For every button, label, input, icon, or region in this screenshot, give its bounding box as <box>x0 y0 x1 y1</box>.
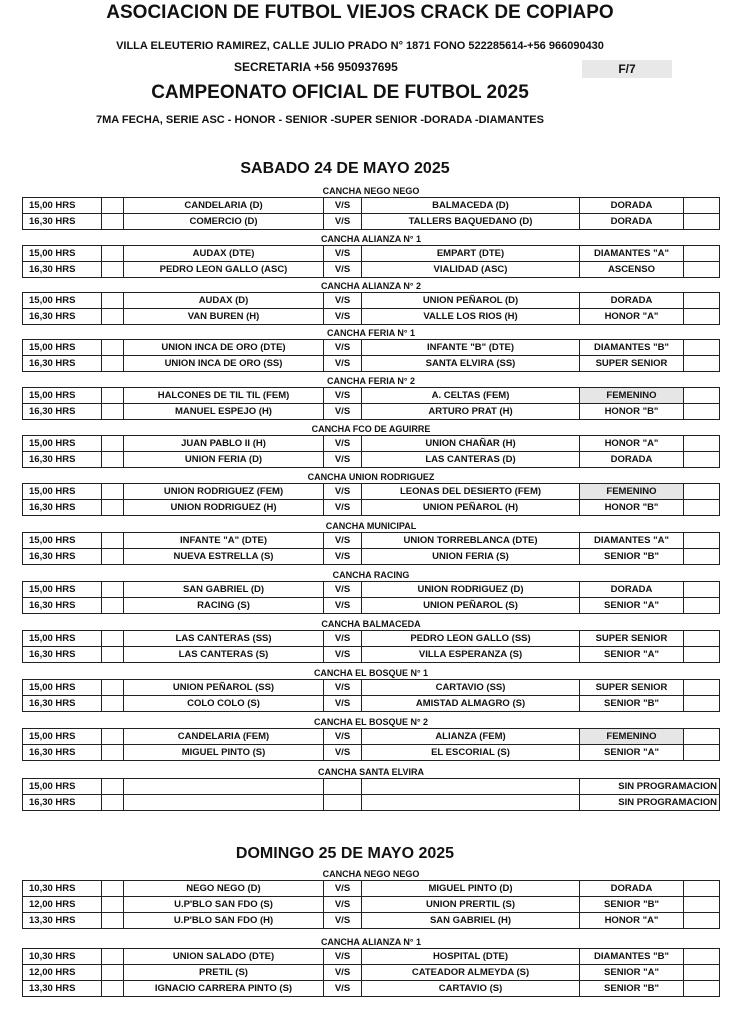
match-time: 15,00 HRS <box>29 342 76 353</box>
category: DORADA <box>579 293 683 308</box>
away-team: A. CELTAS (FEM) <box>361 388 579 403</box>
home-team: RACING (S) <box>123 598 323 613</box>
away-team: UNION PRERTIL (S) <box>361 897 579 912</box>
match-row <box>22 728 720 745</box>
blank-cell <box>683 647 721 662</box>
vs-label: V/S <box>323 965 361 980</box>
match-row <box>22 214 720 230</box>
venue-name: CANCHA ALIANZA N° 1 <box>320 937 422 947</box>
home-team: IGNACIO CARRERA PINTO (S) <box>123 981 323 996</box>
away-team: CARTAVIO (SS) <box>361 680 579 695</box>
vs-label: V/S <box>323 293 361 308</box>
day-title-sunday: DOMINGO 25 DE MAYO 2025 <box>235 845 455 862</box>
category: SUPER SENIOR <box>579 356 683 371</box>
home-team: SAN GABRIEL (D) <box>123 582 323 597</box>
category: SENIOR "B" <box>579 696 683 711</box>
match-row <box>22 948 720 965</box>
match-time: 15,00 HRS <box>29 295 76 306</box>
vs-label: V/S <box>323 647 361 662</box>
away-team: TALLERS BAQUEDANO (D) <box>361 214 579 229</box>
home-team: MANUEL ESPEJO (H) <box>123 404 323 419</box>
match-time: 15,00 HRS <box>29 390 76 401</box>
category: SIN PROGRAMACION <box>579 779 721 794</box>
match-time: 12,00 HRS <box>29 967 76 978</box>
match-row <box>22 647 720 663</box>
match-row <box>22 598 720 614</box>
away-team <box>361 779 579 794</box>
away-team: ALIANZA (FEM) <box>361 729 579 744</box>
away-team: PEDRO LEON GALLO (SS) <box>361 631 579 646</box>
blank-cell <box>101 729 123 744</box>
match-time: 16,30 HRS <box>29 311 76 322</box>
home-team: VAN BUREN (H) <box>123 309 323 324</box>
venue-name: CANCHA ALIANZA N° 1 <box>320 234 422 244</box>
page-number: F/7 <box>582 60 672 78</box>
match-row <box>22 696 720 712</box>
away-team: AMISTAD ALMAGRO (S) <box>361 696 579 711</box>
venue-block <box>22 569 720 614</box>
home-team: AUDAX (DTE) <box>123 246 323 261</box>
category: SENIOR "B" <box>579 897 683 912</box>
vs-label: V/S <box>323 582 361 597</box>
match-time: 15,00 HRS <box>29 731 76 742</box>
blank-cell <box>101 647 123 662</box>
match-time: 15,00 HRS <box>29 633 76 644</box>
blank-cell <box>683 881 721 896</box>
category: SUPER SENIOR <box>579 631 683 646</box>
match-row <box>22 778 720 795</box>
blank-cell <box>101 745 123 760</box>
blank-cell <box>683 949 721 964</box>
blank-cell <box>101 533 123 548</box>
venue-block <box>22 936 720 997</box>
venue-block <box>22 471 720 516</box>
blank-cell <box>683 214 721 229</box>
vs-label: V/S <box>323 452 361 467</box>
blank-cell <box>683 582 721 597</box>
home-team: NEGO NEGO (D) <box>123 881 323 896</box>
match-row <box>22 581 720 598</box>
home-team: UNION INCA DE ORO (SS) <box>123 356 323 371</box>
blank-cell <box>101 680 123 695</box>
home-team: COMERCIO (D) <box>123 214 323 229</box>
home-team: NUEVA ESTRELLA (S) <box>123 549 323 564</box>
home-team: HALCONES DE TIL TIL (FEM) <box>123 388 323 403</box>
venue-name: CANCHA MUNICIPAL <box>325 521 417 531</box>
away-team: CATEADOR ALMEYDA (S) <box>361 965 579 980</box>
vs-label: V/S <box>323 436 361 451</box>
away-team: UNION CHAÑAR (H) <box>361 436 579 451</box>
category: FEMENINO <box>579 729 683 744</box>
match-row <box>22 339 720 356</box>
category: SENIOR "A" <box>579 745 683 760</box>
category: DIAMANTES "A" <box>579 533 683 548</box>
home-team: UNION RODRIGUEZ (H) <box>123 500 323 515</box>
venue-block <box>22 766 720 811</box>
venue-name: CANCHA UNION RODRIGUEZ <box>307 472 435 482</box>
blank-cell <box>683 533 721 548</box>
category: HONOR "A" <box>579 436 683 451</box>
venue-name: CANCHA RACING <box>332 570 410 580</box>
match-time: 16,30 HRS <box>29 216 76 227</box>
away-team: VALLE LOS RIOS (H) <box>361 309 579 324</box>
match-time: 16,30 HRS <box>29 649 76 660</box>
blank-cell <box>101 549 123 564</box>
venue-name: CANCHA FERIA N° 2 <box>327 376 415 386</box>
match-row <box>22 630 720 647</box>
blank-cell <box>101 198 123 213</box>
match-time: 12,00 HRS <box>29 899 76 910</box>
category: DORADA <box>579 881 683 896</box>
match-time: 16,30 HRS <box>29 600 76 611</box>
blank-cell <box>101 913 123 928</box>
away-team: CARTAVIO (S) <box>361 981 579 996</box>
match-row <box>22 679 720 696</box>
vs-label: V/S <box>323 309 361 324</box>
blank-cell <box>101 631 123 646</box>
match-time: 15,00 HRS <box>29 438 76 449</box>
match-row <box>22 500 720 516</box>
blank-cell <box>101 293 123 308</box>
match-row <box>22 483 720 500</box>
vs-label: V/S <box>323 533 361 548</box>
association-title: ASOCIACION DE FUTBOL VIEJOS CRACK DE COPIAPO <box>106 2 614 23</box>
blank-cell <box>683 981 721 996</box>
vs-label: V/S <box>323 388 361 403</box>
blank-cell <box>101 696 123 711</box>
home-team: UNION FERIA (D) <box>123 452 323 467</box>
match-time: 16,30 HRS <box>29 264 76 275</box>
vs-label: V/S <box>323 549 361 564</box>
home-team: U.P'BLO SAN FDO (S) <box>123 897 323 912</box>
match-row <box>22 745 720 761</box>
match-row <box>22 549 720 565</box>
vs-label: V/S <box>323 631 361 646</box>
home-team: MIGUEL PINTO (S) <box>123 745 323 760</box>
vs-label <box>323 795 361 810</box>
venue-name: CANCHA EL BOSQUE N° 1 <box>313 668 429 678</box>
category: HONOR "B" <box>579 500 683 515</box>
round-subtitle: 7MA FECHA, SERIE ASC - HONOR - SENIOR -SUPER SENIOR -DORADA -DIAMANTES <box>96 114 544 126</box>
away-team: UNION PEÑAROL (H) <box>361 500 579 515</box>
vs-label <box>323 779 361 794</box>
blank-cell <box>683 965 721 980</box>
match-time: 16,30 HRS <box>29 406 76 417</box>
away-team: INFANTE "B" (DTE) <box>361 340 579 355</box>
home-team <box>123 779 323 794</box>
blank-cell <box>101 452 123 467</box>
blank-cell <box>101 779 123 794</box>
venue-name: CANCHA ALIANZA N° 2 <box>320 281 422 291</box>
blank-cell <box>101 598 123 613</box>
category: SENIOR "A" <box>579 647 683 662</box>
away-team: ARTURO PRAT (H) <box>361 404 579 419</box>
venue-block <box>22 520 720 565</box>
category: ASCENSO <box>579 262 683 277</box>
away-team: UNION RODRIGUEZ (D) <box>361 582 579 597</box>
match-time: 15,00 HRS <box>29 248 76 259</box>
category: DIAMANTES "A" <box>579 246 683 261</box>
category: HONOR "A" <box>579 913 683 928</box>
blank-cell <box>683 680 721 695</box>
vs-label: V/S <box>323 729 361 744</box>
away-team: UNION FERIA (S) <box>361 549 579 564</box>
blank-cell <box>683 388 721 403</box>
venue-name: CANCHA EL BOSQUE N° 2 <box>313 717 429 727</box>
home-team: UNION INCA DE ORO (DTE) <box>123 340 323 355</box>
vs-label: V/S <box>323 198 361 213</box>
blank-cell <box>683 729 721 744</box>
category: DIAMANTES "B" <box>579 340 683 355</box>
match-row <box>22 292 720 309</box>
away-team: HOSPITAL (DTE) <box>361 949 579 964</box>
category: DORADA <box>579 198 683 213</box>
venue-name: CANCHA NEGO NEGO <box>322 869 420 879</box>
venue-block <box>22 233 720 278</box>
home-team <box>123 795 323 810</box>
match-time: 13,30 HRS <box>29 915 76 926</box>
blank-cell <box>101 436 123 451</box>
match-row <box>22 880 720 897</box>
match-time: 15,00 HRS <box>29 486 76 497</box>
category: SENIOR "B" <box>579 549 683 564</box>
match-time: 15,00 HRS <box>29 535 76 546</box>
blank-cell <box>683 309 721 324</box>
blank-cell <box>101 881 123 896</box>
vs-label: V/S <box>323 246 361 261</box>
vs-label: V/S <box>323 949 361 964</box>
blank-cell <box>101 795 123 810</box>
blank-cell <box>683 356 721 371</box>
match-time: 10,30 HRS <box>29 951 76 962</box>
match-row <box>22 197 720 214</box>
away-team: VILLA ESPERANZA (S) <box>361 647 579 662</box>
match-time: 16,30 HRS <box>29 551 76 562</box>
venue-name: CANCHA FERIA N° 1 <box>327 328 415 338</box>
venue-block <box>22 280 720 325</box>
away-team: EMPART (DTE) <box>361 246 579 261</box>
category: SIN PROGRAMACION <box>579 795 721 810</box>
home-team: PEDRO LEON GALLO (ASC) <box>123 262 323 277</box>
match-time: 16,30 HRS <box>29 797 76 808</box>
category: HONOR "A" <box>579 309 683 324</box>
home-team: JUAN PABLO II (H) <box>123 436 323 451</box>
home-team: U.P'BLO SAN FDO (H) <box>123 913 323 928</box>
venue-block <box>22 185 720 230</box>
vs-label: V/S <box>323 913 361 928</box>
home-team: UNION SALADO (DTE) <box>123 949 323 964</box>
venue-name: CANCHA NEGO NEGO <box>322 186 420 196</box>
vs-label: V/S <box>323 680 361 695</box>
match-time: 15,00 HRS <box>29 781 76 792</box>
match-row <box>22 435 720 452</box>
blank-cell <box>683 500 721 515</box>
vs-label: V/S <box>323 500 361 515</box>
match-row <box>22 309 720 325</box>
away-team: MIGUEL PINTO (D) <box>361 881 579 896</box>
blank-cell <box>683 913 721 928</box>
away-team: VIALIDAD (ASC) <box>361 262 579 277</box>
blank-cell <box>101 214 123 229</box>
category: SENIOR "A" <box>579 965 683 980</box>
venue-block <box>22 618 720 663</box>
match-row <box>22 387 720 404</box>
blank-cell <box>683 549 721 564</box>
vs-label: V/S <box>323 340 361 355</box>
match-time: 13,30 HRS <box>29 983 76 994</box>
blank-cell <box>101 500 123 515</box>
match-row <box>22 532 720 549</box>
blank-cell <box>101 897 123 912</box>
blank-cell <box>101 582 123 597</box>
home-team: UNION RODRIGUEZ (FEM) <box>123 484 323 499</box>
blank-cell <box>683 198 721 213</box>
home-team: PRETIL (S) <box>123 965 323 980</box>
blank-cell <box>101 388 123 403</box>
match-time: 16,30 HRS <box>29 747 76 758</box>
vs-label: V/S <box>323 404 361 419</box>
match-row <box>22 262 720 278</box>
blank-cell <box>683 745 721 760</box>
vs-label: V/S <box>323 214 361 229</box>
vs-label: V/S <box>323 356 361 371</box>
vs-label: V/S <box>323 262 361 277</box>
match-time: 16,30 HRS <box>29 358 76 369</box>
venue-name: CANCHA FCO DE AGUIRRE <box>311 424 431 434</box>
blank-cell <box>683 246 721 261</box>
match-row <box>22 404 720 420</box>
blank-cell <box>101 981 123 996</box>
secretaria-line: SECRETARIA +56 950937695 <box>234 60 398 74</box>
match-time: 15,00 HRS <box>29 682 76 693</box>
vs-label: V/S <box>323 897 361 912</box>
away-team: UNION PEÑAROL (S) <box>361 598 579 613</box>
vs-label: V/S <box>323 696 361 711</box>
match-row <box>22 897 720 913</box>
away-team: BALMACEDA (D) <box>361 198 579 213</box>
away-team: LAS CANTERAS (D) <box>361 452 579 467</box>
venue-name: CANCHA SANTA ELVIRA <box>318 767 424 777</box>
match-row <box>22 245 720 262</box>
vs-label: V/S <box>323 598 361 613</box>
match-time: 10,30 HRS <box>29 883 76 894</box>
away-team: LEONAS DEL DESIERTO (FEM) <box>361 484 579 499</box>
match-time: 16,30 HRS <box>29 502 76 513</box>
home-team: CANDELARIA (D) <box>123 198 323 213</box>
blank-cell <box>683 631 721 646</box>
match-time: 16,30 HRS <box>29 698 76 709</box>
blank-cell <box>683 897 721 912</box>
category: SENIOR "A" <box>579 598 683 613</box>
blank-cell <box>683 484 721 499</box>
away-team: SANTA ELVIRA (SS) <box>361 356 579 371</box>
match-time: 15,00 HRS <box>29 200 76 211</box>
match-time: 16,30 HRS <box>29 454 76 465</box>
blank-cell <box>101 404 123 419</box>
category: DORADA <box>579 452 683 467</box>
category: SENIOR "B" <box>579 981 683 996</box>
category: DORADA <box>579 582 683 597</box>
day-title-saturday: SABADO 24 DE MAYO 2025 <box>240 160 450 177</box>
away-team: EL ESCORIAL (S) <box>361 745 579 760</box>
venue-block <box>22 868 720 929</box>
category: DIAMANTES "B" <box>579 949 683 964</box>
match-row <box>22 913 720 929</box>
category: DORADA <box>579 214 683 229</box>
match-row <box>22 981 720 997</box>
blank-cell <box>683 598 721 613</box>
category: SUPER SENIOR <box>579 680 683 695</box>
venue-block <box>22 423 720 468</box>
home-team: COLO COLO (S) <box>123 696 323 711</box>
away-team: UNION PEÑAROL (D) <box>361 293 579 308</box>
match-row <box>22 965 720 981</box>
away-team: UNION TORREBLANCA (DTE) <box>361 533 579 548</box>
blank-cell <box>101 484 123 499</box>
match-row <box>22 795 720 811</box>
venue-block <box>22 327 720 372</box>
blank-cell <box>101 949 123 964</box>
venue-name: CANCHA BALMACEDA <box>321 619 421 629</box>
home-team: INFANTE "A" (DTE) <box>123 533 323 548</box>
home-team: AUDAX (D) <box>123 293 323 308</box>
category: FEMENINO <box>579 484 683 499</box>
venue-block <box>22 375 720 420</box>
blank-cell <box>101 246 123 261</box>
home-team: LAS CANTERAS (SS) <box>123 631 323 646</box>
blank-cell <box>101 262 123 277</box>
blank-cell <box>683 696 721 711</box>
venue-block <box>22 667 720 712</box>
vs-label: V/S <box>323 881 361 896</box>
blank-cell <box>683 452 721 467</box>
blank-cell <box>683 340 721 355</box>
blank-cell <box>683 404 721 419</box>
blank-cell <box>101 356 123 371</box>
blank-cell <box>683 293 721 308</box>
blank-cell <box>101 340 123 355</box>
vs-label: V/S <box>323 981 361 996</box>
blank-cell <box>101 965 123 980</box>
vs-label: V/S <box>323 484 361 499</box>
away-team: SAN GABRIEL (H) <box>361 913 579 928</box>
home-team: LAS CANTERAS (S) <box>123 647 323 662</box>
match-row <box>22 356 720 372</box>
vs-label: V/S <box>323 745 361 760</box>
category: FEMENINO <box>579 388 683 403</box>
home-team: UNION PEÑAROL (SS) <box>123 680 323 695</box>
championship-title: CAMPEONATO OFICIAL DE FUTBOL 2025 <box>151 82 529 103</box>
venue-block <box>22 716 720 761</box>
address-line: VILLA ELEUTERIO RAMIREZ, CALLE JULIO PRADO N° 1871 FONO 522285614-+56 966090430 <box>116 40 604 52</box>
match-time: 15,00 HRS <box>29 584 76 595</box>
blank-cell <box>101 309 123 324</box>
match-row <box>22 452 720 468</box>
blank-cell <box>683 436 721 451</box>
category: HONOR "B" <box>579 404 683 419</box>
blank-cell <box>683 262 721 277</box>
home-team: CANDELARIA (FEM) <box>123 729 323 744</box>
away-team <box>361 795 579 810</box>
